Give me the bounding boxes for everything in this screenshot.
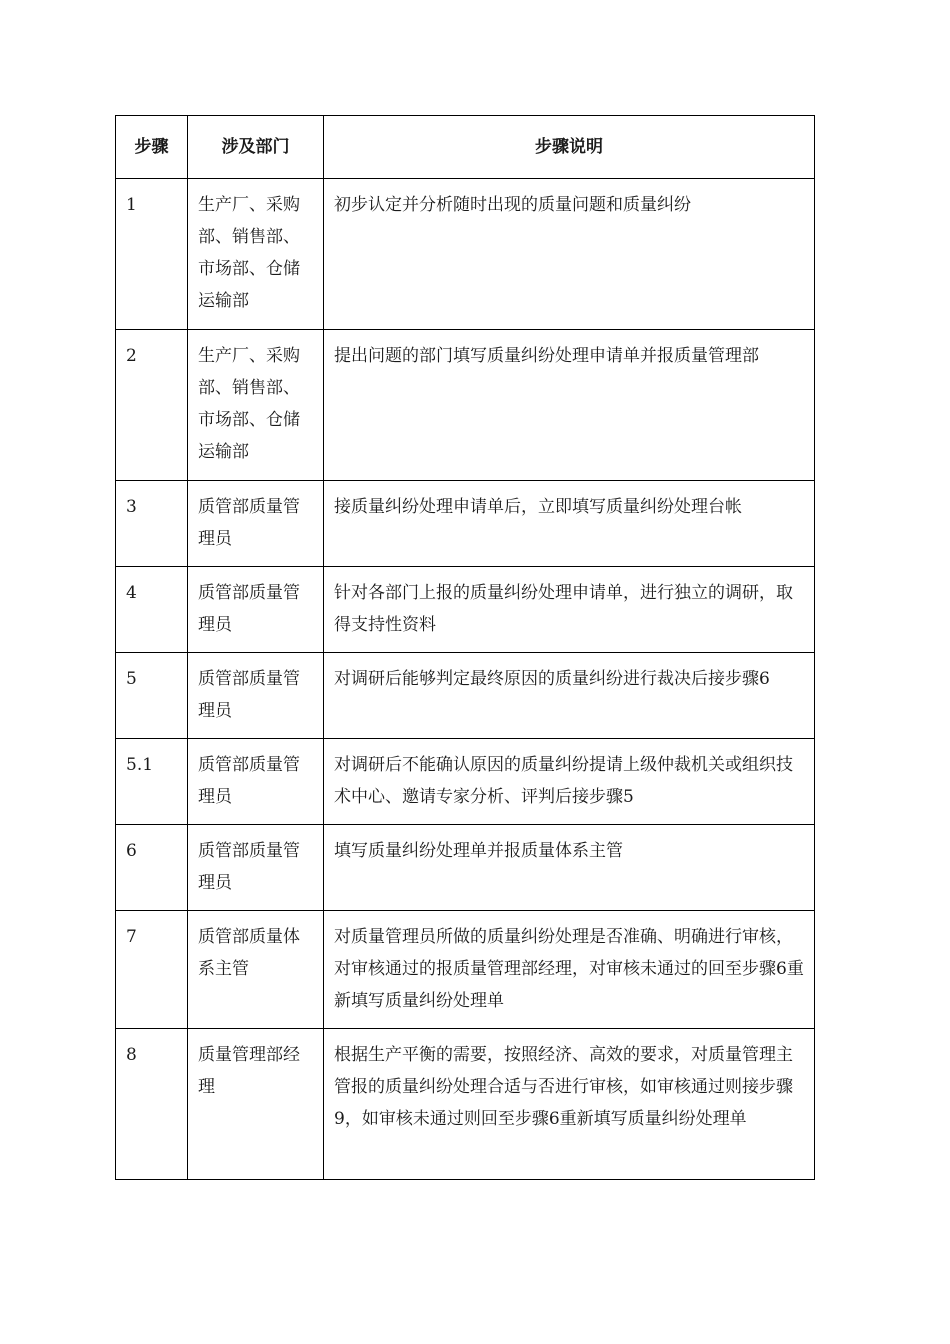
department-cell: 质管部质量管理员 bbox=[188, 567, 324, 653]
department-cell: 质管部质量管理员 bbox=[188, 739, 324, 825]
table-header bbox=[116, 116, 815, 179]
table-row bbox=[116, 653, 815, 739]
description-cell: 针对各部门上报的质量纠纷处理申请单，进行独立的调研，取得支持性资料 bbox=[324, 567, 815, 653]
process-steps-table bbox=[115, 115, 815, 1180]
table-row bbox=[116, 825, 815, 911]
step-cell: 2 bbox=[116, 330, 188, 481]
department-cell: 质管部质量管理员 bbox=[188, 481, 324, 567]
table-row bbox=[116, 911, 815, 1029]
description-cell: 填写质量纠纷处理单并报质量体系主管 bbox=[324, 825, 815, 911]
header-step: 步骤 bbox=[116, 116, 188, 179]
description-cell: 根据生产平衡的需要，按照经济、高效的要求，对质量管理主管报的质量纠纷处理合适与否进行审核，如审核通过则接步骤9，如审核未通过则回至步骤6重新填写质量纠纷处理单 bbox=[324, 1029, 815, 1180]
step-cell: 3 bbox=[116, 481, 188, 567]
step-cell: 1 bbox=[116, 179, 188, 330]
description-cell: 对调研后不能确认原因的质量纠纷提请上级仲裁机关或组织技术中心、邀请专家分析、评判后接步骤5 bbox=[324, 739, 815, 825]
table-row bbox=[116, 1029, 815, 1180]
step-cell: 5 bbox=[116, 653, 188, 739]
table-row bbox=[116, 739, 815, 825]
step-cell: 8 bbox=[116, 1029, 188, 1180]
step-cell: 5.1 bbox=[116, 739, 188, 825]
table-row bbox=[116, 567, 815, 653]
table-row bbox=[116, 179, 815, 330]
description-cell: 接质量纠纷处理申请单后，立即填写质量纠纷处理台帐 bbox=[324, 481, 815, 567]
table-body bbox=[116, 179, 815, 1180]
department-cell: 质量管理部经理 bbox=[188, 1029, 324, 1180]
description-cell: 对调研后能够判定最终原因的质量纠纷进行裁决后接步骤6 bbox=[324, 653, 815, 739]
department-cell: 质管部质量管理员 bbox=[188, 825, 324, 911]
table-row bbox=[116, 481, 815, 567]
department-cell: 质管部质量体系主管 bbox=[188, 911, 324, 1029]
department-cell: 生产厂、采购部、销售部、市场部、仓储运输部 bbox=[188, 330, 324, 481]
department-cell: 生产厂、采购部、销售部、市场部、仓储运输部 bbox=[188, 179, 324, 330]
table-row bbox=[116, 330, 815, 481]
description-cell: 对质量管理员所做的质量纠纷处理是否准确、明确进行审核，对审核通过的报质量管理部经理，对审核未通过的回至步骤6重新填写质量纠纷处理单 bbox=[324, 911, 815, 1029]
header-row bbox=[116, 116, 815, 179]
step-cell: 4 bbox=[116, 567, 188, 653]
description-cell: 提出问题的部门填写质量纠纷处理申请单并报质量管理部 bbox=[324, 330, 815, 481]
header-department: 涉及部门 bbox=[188, 116, 324, 179]
step-cell: 6 bbox=[116, 825, 188, 911]
header-description: 步骤说明 bbox=[324, 116, 815, 179]
step-cell: 7 bbox=[116, 911, 188, 1029]
description-cell: 初步认定并分析随时出现的质量问题和质量纠纷 bbox=[324, 179, 815, 330]
department-cell: 质管部质量管理员 bbox=[188, 653, 324, 739]
